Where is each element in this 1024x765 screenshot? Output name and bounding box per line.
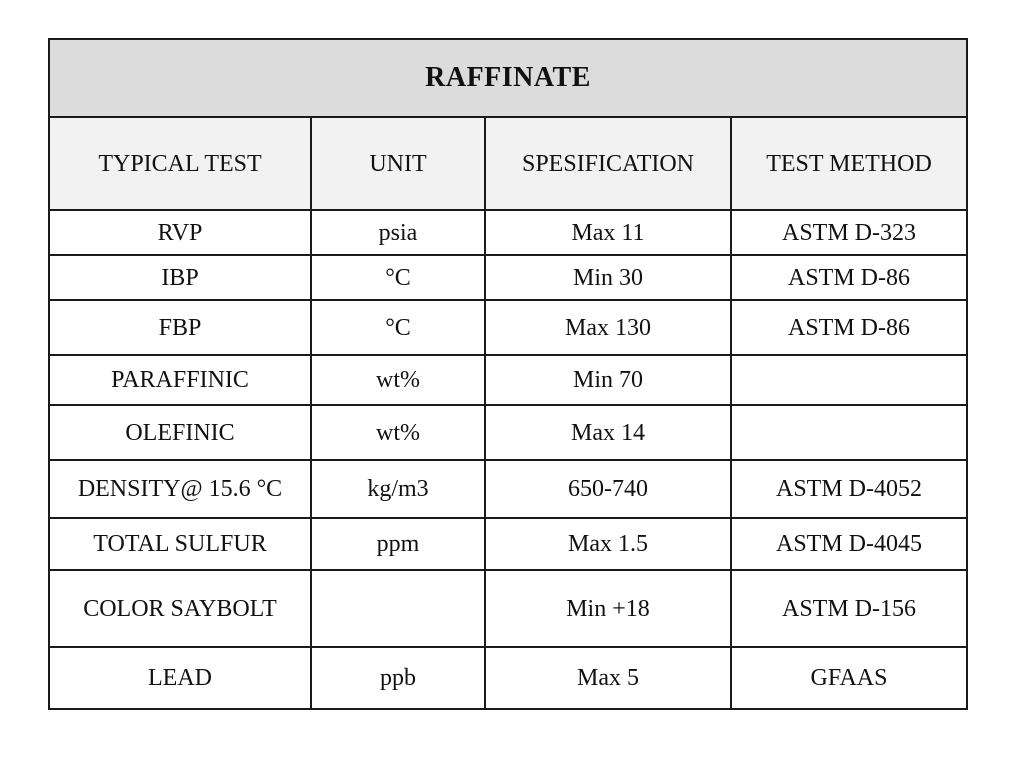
method-cell: ASTM D-4045 bbox=[731, 518, 967, 570]
method-cell bbox=[731, 405, 967, 460]
table-title: RAFFINATE bbox=[49, 39, 967, 117]
raffinate-spec-table bbox=[48, 38, 968, 710]
method-cell: ASTM D-4052 bbox=[731, 460, 967, 518]
method-cell: ASTM D-156 bbox=[731, 570, 967, 647]
spec-cell: 650-740 bbox=[485, 460, 731, 518]
test-cell: COLOR SAYBOLT bbox=[49, 570, 311, 647]
method-cell bbox=[731, 355, 967, 405]
method-cell: GFAAS bbox=[731, 647, 967, 709]
method-cell: ASTM D-86 bbox=[731, 255, 967, 300]
table-row bbox=[49, 570, 967, 647]
spec-cell: Min +18 bbox=[485, 570, 731, 647]
table-row bbox=[49, 355, 967, 405]
column-header-typical-test: TYPICAL TEST bbox=[49, 117, 311, 210]
test-cell: OLEFINIC bbox=[49, 405, 311, 460]
test-cell: LEAD bbox=[49, 647, 311, 709]
method-cell: ASTM D-323 bbox=[731, 210, 967, 255]
unit-cell: °C bbox=[311, 300, 485, 355]
test-cell: FBP bbox=[49, 300, 311, 355]
unit-cell: psia bbox=[311, 210, 485, 255]
test-cell: IBP bbox=[49, 255, 311, 300]
spec-cell: Max 14 bbox=[485, 405, 731, 460]
table-row bbox=[49, 210, 967, 255]
header-row bbox=[49, 117, 967, 210]
title-row bbox=[49, 39, 967, 117]
column-header-spesification: SPESIFICATION bbox=[485, 117, 731, 210]
unit-cell: °C bbox=[311, 255, 485, 300]
spec-cell: Max 1.5 bbox=[485, 518, 731, 570]
table-row bbox=[49, 300, 967, 355]
table-row bbox=[49, 405, 967, 460]
test-cell: TOTAL SULFUR bbox=[49, 518, 311, 570]
table-row bbox=[49, 647, 967, 709]
unit-cell: ppm bbox=[311, 518, 485, 570]
unit-cell: ppb bbox=[311, 647, 485, 709]
spec-cell: Max 130 bbox=[485, 300, 731, 355]
test-cell: DENSITY@ 15.6 °C bbox=[49, 460, 311, 518]
spec-cell: Max 5 bbox=[485, 647, 731, 709]
table-row bbox=[49, 518, 967, 570]
unit-cell: wt% bbox=[311, 355, 485, 405]
column-header-test-method: TEST METHOD bbox=[731, 117, 967, 210]
unit-cell: wt% bbox=[311, 405, 485, 460]
table-row bbox=[49, 460, 967, 518]
table-row bbox=[49, 255, 967, 300]
spec-cell: Min 30 bbox=[485, 255, 731, 300]
column-header-unit: UNIT bbox=[311, 117, 485, 210]
test-cell: PARAFFINIC bbox=[49, 355, 311, 405]
unit-cell: kg/m3 bbox=[311, 460, 485, 518]
method-cell: ASTM D-86 bbox=[731, 300, 967, 355]
spec-cell: Min 70 bbox=[485, 355, 731, 405]
test-cell: RVP bbox=[49, 210, 311, 255]
unit-cell bbox=[311, 570, 485, 647]
spec-cell: Max 11 bbox=[485, 210, 731, 255]
